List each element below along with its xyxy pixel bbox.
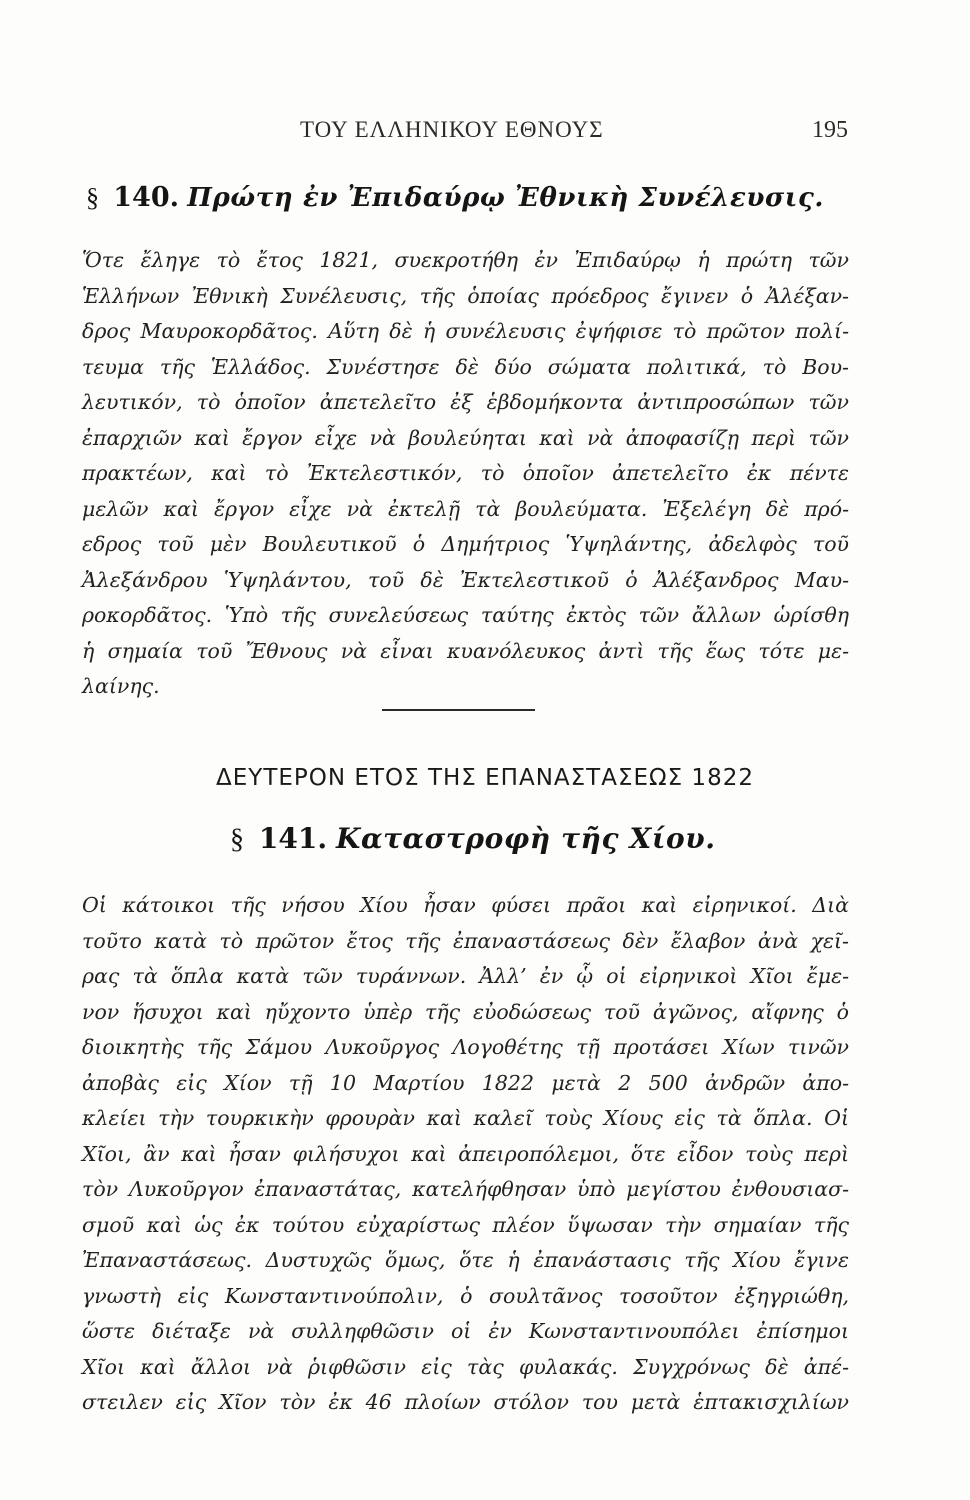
section-mark: § — [86, 183, 99, 212]
text-line: γνωστὴ εἰς Κωνσταντινούπολιν, ὁ σουλτᾶνος τοσοῦτον ἐξηγριώθη, — [82, 1283, 849, 1308]
paragraph-first-national-assembly — [82, 243, 849, 705]
text-line: τοῦτο κατὰ τὸ πρῶτον ἔτος τῆς ἐπαναστάσεως δὲν ἔλαβον ἀνὰ χεῖ- — [82, 928, 849, 953]
text-line: σμοῦ καὶ ὡς ἐκ τούτου εὐχαρίστως πλέον ὕψωσαν τὴν σημαίαν τῆς — [82, 1212, 849, 1237]
text-line: νον ἥσυχοι καὶ ηὔχοντο ὑπὲρ τῆς εὐοδώσεως τοῦ ἀγῶνος, αἴφνης ὁ — [82, 999, 849, 1024]
paragraph-destruction-of-chios — [82, 888, 849, 1421]
text-line: Ὅτε ἔληγε τὸ ἔτος 1821, συεκροτήθη ἐν Ἐπιδαύρῳ ἡ πρώτη τῶν — [82, 248, 849, 272]
section-divider-rule — [382, 709, 535, 711]
text-line: μελῶν καὶ ἔργον εἶχε νὰ ἐκτελῇ τὰ βουλεύματα. Ἐξελέγη δὲ πρό- — [82, 496, 849, 521]
section-title: Καταστροφὴ τῆς Χίου. — [336, 822, 716, 855]
text-line: λευτικόν, τὸ ὁποῖον ἀπετελεῖτο ἐξ ἑβδομήκοντα ἀντιπροσώπων τῶν — [82, 390, 849, 414]
text-line: ρας τὰ ὅπλα κατὰ τῶν τυράννων. Ἀλλ’ ἐν ᾧ οἱ εἰρηνικοὶ Χῖοι ἔμε- — [82, 964, 849, 988]
text-line: λαίνης. — [82, 674, 160, 698]
text-line: ὥστε διέταξε νὰ συλληφθῶσιν οἱ ἐν Κωνσταντινουπόλει ἐπίσημοι — [82, 1319, 849, 1343]
text-line: κλείει τὴν τουρκικὴν φρουρὰν καὶ καλεῖ τοὺς Χίους εἰς τὰ ὅπλα. Οἱ — [82, 1106, 849, 1130]
section-141-heading — [230, 822, 790, 856]
text-line: ἀποβὰς εἰς Χίον τῇ 10 Μαρτίου 1822 μετὰ 2 500 ἀνδρῶν ἀπο- — [82, 1070, 849, 1095]
running-header-title: ΤΟΥ ΕΛΛΗΝΙΚΟΥ ΕΘΝΟΥΣ — [300, 117, 604, 142]
text-line: τὸν Λυκοῦργον ἐπαναστάτας, κατελήφθησαν ὑπὸ μεγίστου ἐνθουσιασ- — [82, 1177, 849, 1201]
text-line: διοικητὴς τῆς Σάμου Λυκοῦργος Λογοθέτης τῇ προτάσει Χίων τινῶν — [82, 1035, 849, 1059]
text-line: ροκορδᾶτος. Ὑπὸ τῆς συνελεύσεως ταύτης ἐκτὸς τῶν ἄλλων ὡρίσθη — [82, 603, 849, 627]
text-line: στειλεν εἰς Χῖον τὸν ἐκ 46 πλοίων στόλον του μετὰ ἑπτακισχιλίων — [82, 1390, 849, 1414]
text-line: ἡ σημαία τοῦ Ἔθνους νὰ εἶναι κυανόλευκος ἀντὶ τῆς ἕως τότε με- — [82, 638, 849, 663]
section-mark: § — [230, 824, 244, 855]
section-number: 140. — [113, 182, 180, 213]
text-line: Ἐπαναστάσεως. Δυστυχῶς ὅμως, ὅτε ἡ ἐπανάστασις τῆς Χίου ἔγινε — [82, 1248, 849, 1272]
text-line: Χῖοι καὶ ἄλλοι νὰ ῥιφθῶσιν εἰς τὰς φυλακάς. Συγχρόνως δὲ ἀπέ- — [82, 1354, 849, 1379]
section-number: 141. — [258, 822, 328, 855]
text-line: Χῖοι, ἂν καὶ ἦσαν φιλήσυχοι καὶ ἀπειροπόλεμοι, ὅτε εἶδον τοὺς περὶ — [82, 1141, 849, 1166]
section-title: Πρώτη ἐν Ἐπιδαύρῳ Ἐθνικὴ Συνέλευσις. — [187, 183, 825, 213]
section-140-heading — [86, 182, 886, 213]
text-line: τευμα τῆς Ἑλλάδος. Συνέστησε δὲ δύο σώματα πολιτικά, τὸ Βου- — [82, 354, 849, 379]
text-line: δρος Μαυροκορδᾶτος. Αὕτη δὲ ἡ συνέλευσις ἐψήφισε τὸ πρῶτον πολί- — [82, 319, 849, 343]
text-line: πρακτέων, καὶ τὸ Ἐκτελεστικόν, τὸ ὁποῖον ἀπετελεῖτο ἐκ πέντε — [82, 461, 849, 485]
text-line: εδρος τοῦ μὲν Βουλευτικοῦ ὁ Δημήτριος Ὑψηλάντης, ἀδελφὸς τοῦ — [82, 532, 849, 556]
text-line: Ἀλεξάνδρου Ὑψηλάντου, τοῦ δὲ Ἐκτελεστικοῦ ὁ Ἀλέξανδρος Μαυ- — [82, 567, 849, 592]
text-line: ἐπαρχιῶν καὶ ἔργον εἶχε νὰ βουλεύηται καὶ νὰ ἀποφασίζῃ περὶ τῶν — [82, 425, 849, 450]
text-line: Ἑλλήνων Ἐθνικὴ Συνέλευσις, τῆς ὁποίας πρόεδρος ἔγινεν ὁ Ἀλέξαν- — [82, 283, 849, 308]
page-number: 195 — [812, 117, 848, 143]
text-line: Οἱ κάτοικοι τῆς νήσου Χίου ἦσαν φύσει πρᾶοι καὶ εἰρηνικοί. Διὰ — [82, 893, 849, 917]
year-heading: ΔΕΥΤΕΡΟΝ ΕΤΟΣ ΤΗΣ ΕΠΑΝΑΣΤΑΣΕΩΣ 1822 — [216, 765, 754, 791]
